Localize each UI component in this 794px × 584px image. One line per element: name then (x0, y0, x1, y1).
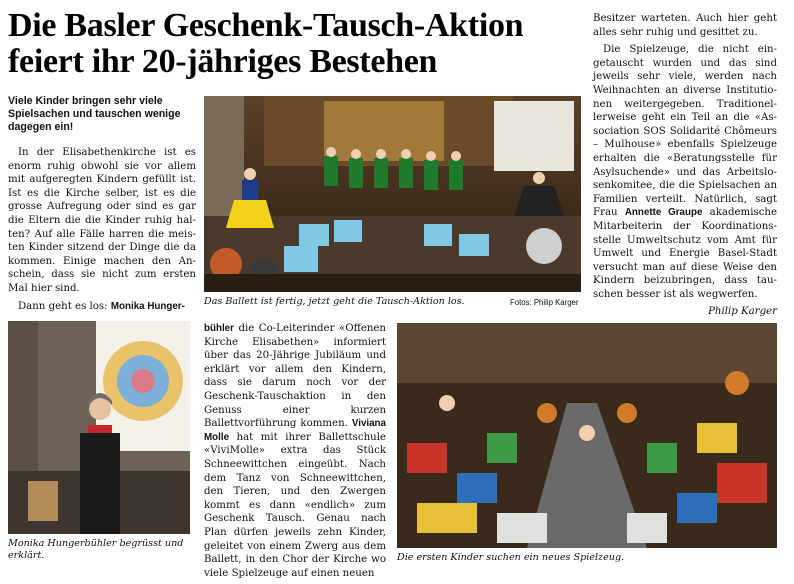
paragraph: In der Elisabethenkirche ist es enorm ruhig obwohl sie vor allem mit aufgeregten Kindern gefüllt ist. Ist es die Kirche selber, ist es die grosse Aufregung oder sind es gar die Eltern die die Kinder ruhig halten? Auf alle Fälle harren die meisten Kinder sitzend der Dinge die da kommen. Einige machen den Anschein, dass sie nicht zum ersten Mal hier sind. (8, 147, 196, 294)
body-column-2 (204, 322, 386, 584)
speaker-photo (8, 321, 190, 534)
photo-credit: Fotos: Philip Karger (510, 298, 579, 307)
author-signature: Philip Karger (708, 306, 777, 318)
headline-line-2: feiert ihr 20-jähriges Bestehen (8, 43, 438, 80)
person-name: Annette Graupe (624, 207, 703, 219)
person-name: Monika Hunger- (110, 300, 185, 312)
ballet-photo (204, 96, 581, 292)
toys-photo (397, 323, 777, 548)
headline-line-1: Die Basler Geschenk-Tausch-Aktion (8, 7, 524, 44)
lead-paragraph: Viele Kinder bringen sehr viele Spielsachen und tauschen wenige dagegen ein! (8, 95, 181, 133)
paragraph: Dann geht es los: Monika Hunger- (18, 300, 185, 312)
person-name: bühler (204, 323, 234, 334)
person-name: Viviana Molle (204, 418, 386, 443)
paragraph: Die Spielzeuge, die nicht eingetauscht wurden und das sind jeweils sehr viele, werden nach Weihnachten an diverse Institutionen weitergegeben. Traditionellerweise geht ein Teil an die «Association SOS Solidarité Chômeurs – Mulhouse» ebenfalls Spielzeuge erhalten die «Beratungsstelle für Asylsuchende» und das Arbeitslosenkomitee, die die Spielsachen an Familien verteilt. Natürlich, sagt Frau Annette Graupe akademische Mitarbeiterin der Koordinationsstelle Umweltschutz vom Amt für Umwelt und Energie Basel-Stadt versucht man auf diese Weise den Kindern beizubringen, dass tauschen besser ist als wegwerfen. (593, 44, 777, 300)
paragraph: Besitzer warteten. Auch hier geht alles sehr ruhig und gesittet zu. (593, 13, 777, 38)
paragraph: bühler die Co-Leiterinder «Offenen Kirche Elisabethen» informiert über das 20-Jährige Jubiläum und erklärt vor allem den Kindern, dass sie darum noch vor der Geschenk-Tauschaktion in den Genuss einer kurzen Ballettvorführung kommen. Viviana Molle hat mit ihrer Ballettschule «ViviMolle» extra das Stück Schneewittchen eingeübt. Nach dem Tanz von Schneewittchen, den Tieren, und den Zwergen kommt es dann «endlich» zum Geschenk Tausch. Genau nach Plan dürfen jeweils zehn Kinder, geleitet von einem Zwerg aus dem Ballett, in den Chor der Kirche wo viele Spielzeuge auf einen neuen (204, 323, 386, 579)
ballet-caption: Das Ballett ist fertig, jetzt geht die Tausch-Aktion los. (204, 296, 465, 307)
article-headline (8, 8, 588, 80)
speaker-caption: Monika Hungerbühler begrüsst und erklärt. (8, 538, 184, 561)
toys-caption: Die ersten Kinder suchen ein neues Spielzeug. (397, 552, 625, 563)
body-column-3 (593, 12, 777, 319)
body-column-1 (8, 146, 196, 317)
